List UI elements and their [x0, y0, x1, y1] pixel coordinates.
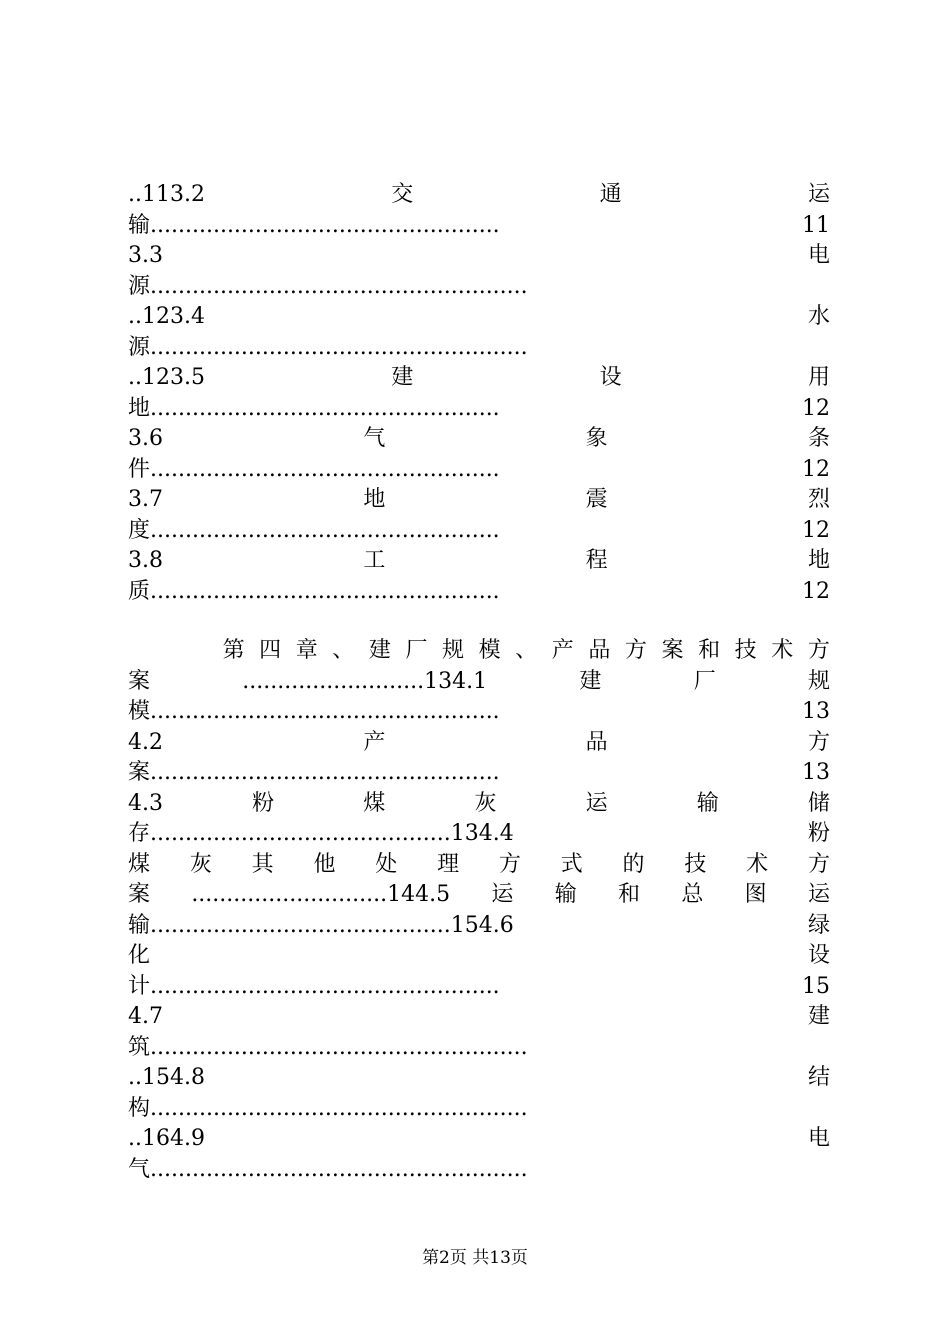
toc-line	[128, 485, 830, 515]
toc-line	[128, 1124, 830, 1154]
toc-segment: 第	[222, 638, 245, 663]
toc-segment: 厂	[693, 669, 716, 694]
toc-line	[128, 789, 830, 819]
toc-segment: 4.2	[128, 730, 163, 755]
toc-segment: 12	[802, 396, 830, 421]
toc-segment: ............................144.5	[191, 882, 451, 907]
toc-segment: 其	[251, 852, 274, 877]
toc-segment: 计	[128, 974, 151, 999]
toc-segment: 震	[585, 487, 608, 512]
toc-segment: 13	[802, 699, 830, 724]
toc-segment: 和	[618, 882, 641, 907]
toc-segment: 和	[698, 638, 721, 663]
toc-line	[128, 302, 830, 332]
toc-line	[128, 697, 830, 727]
toc-segment: 品	[588, 638, 611, 663]
toc-segment: ..154.8	[128, 1065, 205, 1090]
toc-segment: 厂	[405, 638, 428, 663]
toc-segment: ..113.2	[128, 182, 205, 207]
toc-line	[128, 1155, 830, 1185]
toc-segment: 地	[363, 487, 386, 512]
toc-segment: 运	[807, 882, 830, 907]
toc-segment: 建	[391, 365, 414, 390]
toc-segment: 储	[807, 791, 830, 816]
toc-line	[128, 728, 830, 758]
toc-segment: 处	[375, 852, 398, 877]
toc-segment: 煤	[128, 852, 151, 877]
toc-segment: 输	[128, 213, 151, 238]
toc-segment: 方	[624, 638, 647, 663]
toc-segment: 绿	[807, 913, 830, 938]
toc-segment: 输	[554, 882, 577, 907]
toc-segment: 图	[744, 882, 767, 907]
toc-line	[128, 880, 830, 910]
toc-segment: 术	[771, 638, 794, 663]
toc-line	[128, 363, 830, 393]
toc-line	[128, 272, 830, 302]
toc-segment: 技	[684, 852, 707, 877]
toc-segment: 电	[807, 1126, 830, 1151]
toc-segment: 技	[734, 638, 757, 663]
toc-segment: 12	[802, 457, 830, 482]
toc-segment: ......................................................	[150, 274, 528, 299]
toc-line	[128, 394, 830, 424]
toc-segment: 产	[551, 638, 574, 663]
toc-segment: 四	[259, 638, 282, 663]
toc-line	[128, 911, 830, 941]
toc-segment: 度	[128, 518, 151, 543]
toc-segment: 化	[128, 943, 151, 968]
toc-segment: ...........................................134.4	[150, 821, 514, 846]
toc-segment: 运	[807, 182, 830, 207]
toc-segment: 4.7	[128, 1004, 163, 1029]
toc-line	[128, 577, 830, 607]
toc-line	[128, 636, 830, 666]
toc-segment: ..................................................	[150, 396, 500, 421]
toc-segment: ..................................................	[150, 699, 500, 724]
toc-segment: 、	[515, 638, 538, 663]
toc-segment: ..................................................	[150, 457, 500, 482]
toc-segment: 章	[295, 638, 318, 663]
toc-segment: 源	[128, 335, 151, 360]
toc-segment: ...........................................154.6	[150, 913, 514, 938]
toc-segment: 通	[599, 182, 622, 207]
toc-segment: 12	[802, 518, 830, 543]
toc-segment: 煤	[363, 791, 386, 816]
toc-segment: 建	[368, 638, 391, 663]
toc-segment: 粉	[807, 821, 830, 846]
toc-segment: ..................................................	[150, 974, 500, 999]
toc-segment: 术	[746, 852, 769, 877]
toc-segment: 灰	[189, 852, 212, 877]
toc-line	[128, 972, 830, 1002]
toc-segment: 案	[128, 760, 151, 785]
toc-segment: 案	[128, 669, 151, 694]
toc-segment: 他	[313, 852, 336, 877]
toc-segment: 象	[585, 426, 608, 451]
toc-segment: 案	[128, 882, 151, 907]
toc-segment: 建	[579, 669, 602, 694]
toc-segment: ......................................................	[150, 1035, 528, 1060]
toc-segment: 粉	[252, 791, 275, 816]
toc-line	[128, 241, 830, 271]
toc-segment: 电	[807, 243, 830, 268]
toc-segment: 总	[681, 882, 704, 907]
toc-segment: 方	[498, 852, 521, 877]
toc-segment: 规	[807, 669, 830, 694]
toc-segment: 13	[802, 760, 830, 785]
toc-segment: ..................................................	[150, 213, 500, 238]
toc-segment: 模	[128, 699, 151, 724]
toc-segment: 设	[599, 365, 622, 390]
toc-segment: 、	[332, 638, 355, 663]
toc-line	[128, 180, 830, 210]
toc-segment: 3.8	[128, 548, 163, 573]
toc-line	[128, 1063, 830, 1093]
toc-line	[128, 941, 830, 971]
toc-segment: 产	[363, 730, 386, 755]
toc-segment: ..........................134.1	[242, 669, 488, 694]
toc-segment: ......................................................	[150, 335, 528, 360]
toc-line	[128, 1033, 830, 1063]
toc-segment: 12	[802, 579, 830, 604]
toc-segment: 构	[128, 1096, 151, 1121]
toc-segment: 模	[478, 638, 501, 663]
toc-segment: 质	[128, 579, 151, 604]
toc-segment: 输	[128, 913, 151, 938]
toc-segment: ..................................................	[150, 579, 500, 604]
page-footer: 第2页 共13页	[422, 1248, 528, 1268]
toc-segment: 的	[622, 852, 645, 877]
toc-segment: 烈	[807, 487, 830, 512]
toc-segment: 筑	[128, 1035, 151, 1060]
toc-line	[128, 758, 830, 788]
toc-line	[128, 546, 830, 576]
toc-line	[128, 455, 830, 485]
toc-segment: 输	[696, 791, 719, 816]
toc-segment: 水	[807, 304, 830, 329]
toc-segment: 品	[585, 730, 608, 755]
toc-segment: 地	[807, 548, 830, 573]
toc-segment: ......................................................	[150, 1096, 528, 1121]
toc-segment: 方	[807, 638, 830, 663]
toc-segment: 源	[128, 274, 151, 299]
toc-segment: 气	[363, 426, 386, 451]
toc-segment: 件	[128, 457, 151, 482]
toc-line	[128, 211, 830, 241]
toc-segment: 3.7	[128, 487, 163, 512]
toc-segment: ..123.4	[128, 304, 205, 329]
toc-line	[128, 424, 830, 454]
toc-segment: 建	[807, 1004, 830, 1029]
toc-segment: 15	[802, 974, 830, 999]
toc-segment: 地	[128, 396, 151, 421]
toc-segment: 结	[807, 1065, 830, 1090]
toc-segment: 交	[391, 182, 414, 207]
toc-segment: 灰	[474, 791, 497, 816]
toc-segment: 式	[560, 852, 583, 877]
toc-segment: 设	[807, 943, 830, 968]
toc-line	[128, 667, 830, 697]
toc-line	[128, 850, 830, 880]
toc-segment: 3.3	[128, 243, 163, 268]
toc-line	[128, 1094, 830, 1124]
toc-segment: 存	[128, 821, 151, 846]
toc-line	[128, 516, 830, 546]
toc-segment: ..164.9	[128, 1126, 205, 1151]
toc-segment: 案	[661, 638, 684, 663]
toc-line	[128, 1002, 830, 1032]
toc-segment: 3.6	[128, 426, 163, 451]
toc-segment: 方	[807, 852, 830, 877]
toc-segment: 条	[807, 426, 830, 451]
toc-segment: 用	[807, 365, 830, 390]
toc-segment: 11	[802, 213, 830, 238]
toc-segment: 气	[128, 1157, 151, 1182]
toc-segment: ..123.5	[128, 365, 205, 390]
toc-line	[128, 333, 830, 363]
toc-segment: 理	[437, 852, 460, 877]
toc-segment: ..................................................	[150, 518, 500, 543]
toc-line	[128, 819, 830, 849]
toc-segment: 运	[585, 791, 608, 816]
toc-segment: ......................................................	[150, 1157, 528, 1182]
toc-segment: 4.3	[128, 791, 163, 816]
toc-segment: 工	[363, 548, 386, 573]
toc-segment: 程	[585, 548, 608, 573]
toc-segment: 规	[442, 638, 465, 663]
toc-segment: 运	[491, 882, 514, 907]
toc-segment: ..................................................	[150, 760, 500, 785]
toc-segment: 方	[807, 730, 830, 755]
